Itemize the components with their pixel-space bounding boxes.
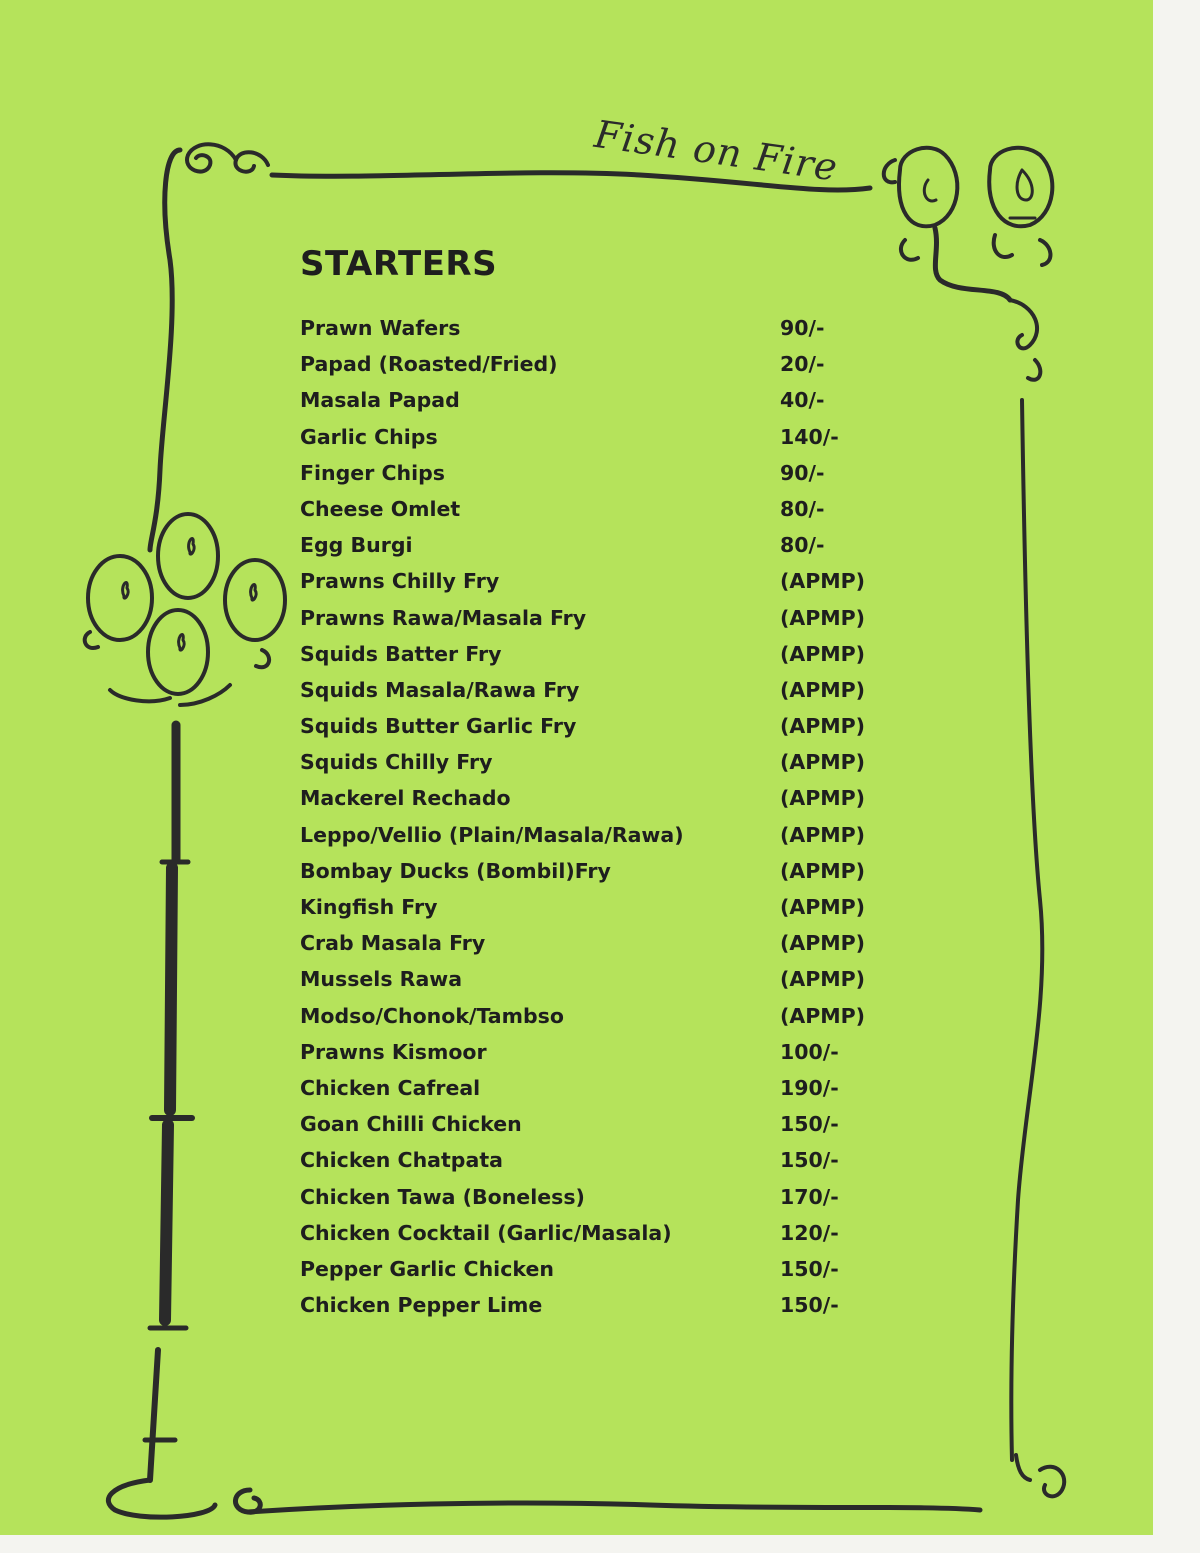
- bottom-border-curl-icon: [235, 1490, 980, 1512]
- menu-item: [300, 1070, 880, 1106]
- section-title: STARTERS: [300, 244, 498, 284]
- item-price: 140/-: [780, 424, 839, 449]
- item-name: Chicken Tawa (Boneless): [300, 1184, 585, 1209]
- item-price: (APMP): [780, 714, 866, 739]
- item-name: Garlic Chips: [300, 424, 438, 449]
- item-price: (APMP): [780, 569, 866, 594]
- item-name: Leppo/Vellio (Plain/Masala/Rawa): [300, 822, 684, 847]
- item-price: (APMP): [780, 677, 866, 702]
- item-price: (APMP): [780, 641, 866, 666]
- menu-item: [300, 455, 880, 491]
- item-name: Prawns Chilly Fry: [300, 569, 500, 594]
- item-price: 150/-: [780, 1256, 839, 1281]
- item-name: Squids Batter Fry: [300, 641, 502, 666]
- item-price: 90/-: [780, 460, 825, 485]
- item-name: Kingfish Fry: [300, 895, 438, 919]
- item-price: (APMP): [780, 822, 866, 847]
- menu-item: [300, 817, 880, 853]
- item-name: Egg Burgi: [300, 533, 413, 558]
- item-name: Mackerel Rechado: [300, 786, 511, 811]
- item-name: Squids Chilly Fry: [300, 750, 493, 775]
- menu-item: [300, 998, 880, 1034]
- menu-item: [300, 1106, 880, 1142]
- item-price: 190/-: [780, 1075, 839, 1100]
- bottom-right-curl-icon: [1016, 1455, 1064, 1496]
- item-price: (APMP): [780, 858, 866, 883]
- item-name: Prawn Wafers: [300, 316, 461, 340]
- menu-item: [300, 1251, 880, 1287]
- menu-item: [300, 780, 880, 816]
- item-price: (APMP): [780, 895, 866, 919]
- menu-item: [300, 961, 880, 997]
- item-name: Chicken Chatpata: [300, 1148, 503, 1173]
- menu-item: [300, 346, 880, 382]
- menu-item: [300, 708, 880, 744]
- item-name: Squids Butter Garlic Fry: [300, 714, 577, 739]
- item-price: 170/-: [780, 1184, 839, 1209]
- item-name: Chicken Cocktail (Garlic/Masala): [300, 1220, 672, 1245]
- menu-item: [300, 1179, 880, 1215]
- item-name: Mussels Rawa: [300, 967, 463, 992]
- item-price: 90/-: [780, 316, 825, 340]
- item-price: (APMP): [780, 750, 866, 775]
- menu-item: [300, 853, 880, 889]
- item-name: Crab Masala Fry: [300, 931, 486, 956]
- item-price: 100/-: [780, 1039, 839, 1064]
- item-price: 150/-: [780, 1112, 839, 1137]
- menu-item: [300, 600, 880, 636]
- item-price: (APMP): [780, 931, 866, 956]
- menu-item: [300, 672, 880, 708]
- menu-item: [300, 1287, 880, 1323]
- item-price: 120/-: [780, 1220, 839, 1245]
- item-name: Goan Chilli Chicken: [300, 1112, 522, 1137]
- oil-lamps-icon: [884, 148, 1053, 380]
- menu-item: [300, 636, 880, 672]
- menu-item: [300, 527, 880, 563]
- item-name: Masala Papad: [300, 388, 460, 413]
- item-name: Modso/Chonok/Tambso: [300, 1003, 564, 1028]
- item-name: Prawns Kismoor: [300, 1039, 487, 1064]
- lamp-post-icon: [85, 514, 285, 1517]
- item-name: Pepper Garlic Chicken: [300, 1256, 554, 1281]
- item-price: 150/-: [780, 1148, 839, 1173]
- menu-item: [300, 1034, 880, 1070]
- item-price: 20/-: [780, 352, 825, 377]
- menu-item: [300, 491, 880, 527]
- item-name: Papad (Roasted/Fried): [300, 352, 558, 377]
- menu-item: [300, 889, 880, 925]
- item-name: Prawns Rawa/Masala Fry: [300, 605, 587, 630]
- item-price: 150/-: [780, 1293, 839, 1318]
- menu-item: [300, 744, 880, 780]
- menu-item: [300, 1215, 880, 1251]
- item-price: 80/-: [780, 496, 825, 521]
- item-name: Squids Masala/Rawa Fry: [300, 677, 580, 702]
- menu-item: [300, 925, 880, 961]
- menu-item: [300, 563, 880, 599]
- item-price: 80/-: [780, 533, 825, 558]
- item-name: Bombay Ducks (Bombil)Fry: [300, 858, 611, 883]
- menu-item: [300, 310, 880, 346]
- item-price: (APMP): [780, 1003, 866, 1028]
- item-price: (APMP): [780, 786, 866, 811]
- brand-logo-text: Fish on Fire: [591, 112, 841, 190]
- item-name: Cheese Omlet: [300, 496, 461, 521]
- item-name: Chicken Pepper Lime: [300, 1293, 543, 1318]
- item-name: Finger Chips: [300, 460, 445, 485]
- menu-item: [300, 1142, 880, 1178]
- item-price: 40/-: [780, 388, 825, 413]
- menu-item: [300, 419, 880, 455]
- item-price: (APMP): [780, 605, 866, 630]
- top-left-curl-icon: [150, 144, 268, 550]
- item-name: Chicken Cafreal: [300, 1075, 481, 1100]
- menu-list: [300, 310, 880, 1323]
- item-price: (APMP): [780, 967, 866, 992]
- menu-item: [300, 382, 880, 418]
